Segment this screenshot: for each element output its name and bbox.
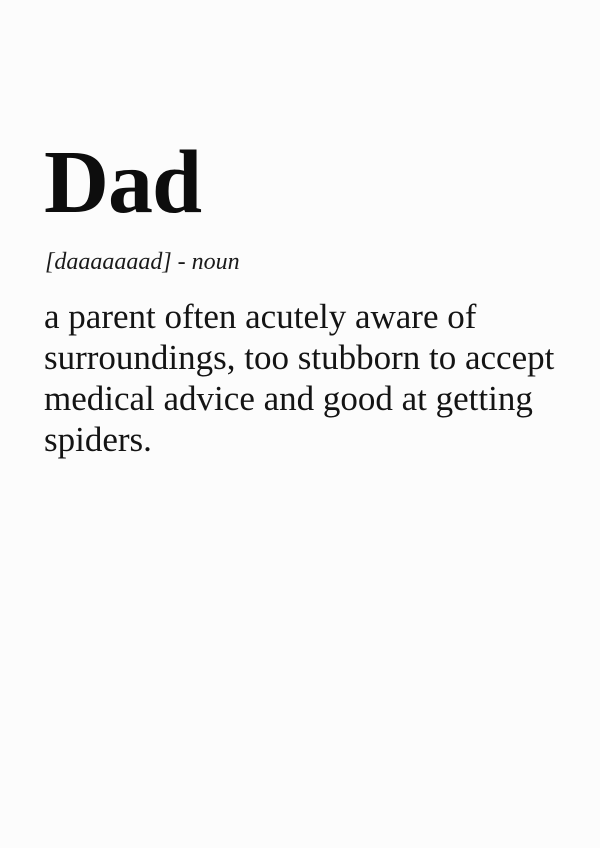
definition-line-4: spiders. [44,420,152,459]
definition-line-1: a parent often acutely aware of [44,297,477,336]
definition-line-2: surroundings, too stubborn to accept [44,338,555,377]
definition-line-3: medical advice and good at getting [44,379,533,418]
definition-text [44,296,554,460]
poster-word-title: Dad [44,133,202,232]
pronunciation-and-part-of-speech: [daaaaaaad] - noun [45,249,240,275]
